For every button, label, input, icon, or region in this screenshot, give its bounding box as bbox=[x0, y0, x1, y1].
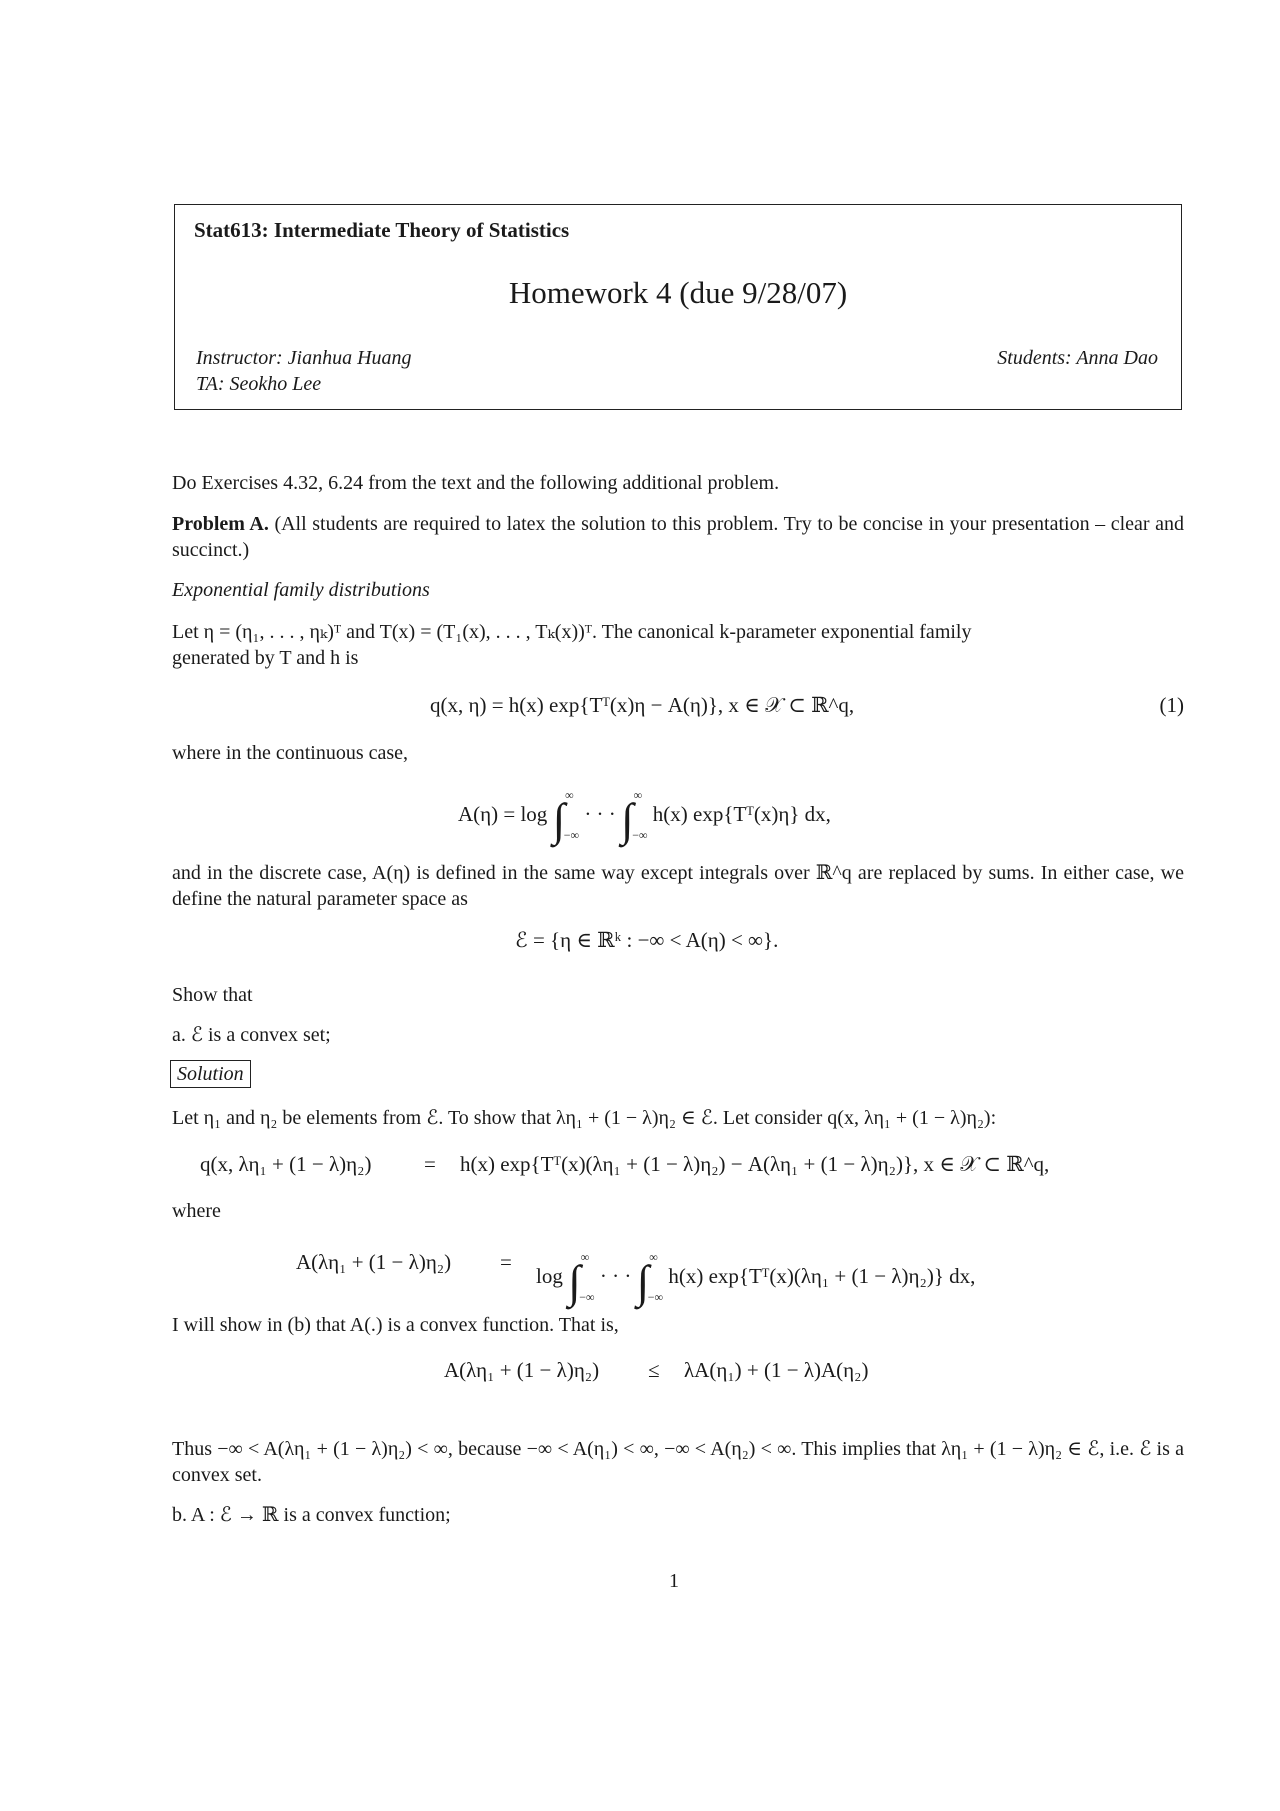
equation-A2-right: h(x) exp{Tᵀ(x)(λη₁ + (1 − λ)η₂)} dx, bbox=[668, 1264, 976, 1288]
course-title: Stat613: Intermediate Theory of Statistics bbox=[194, 218, 570, 242]
instructor-label: Instructor: Jianhua Huang bbox=[196, 347, 412, 369]
problem-text: (All students are required to latex the solution to this problem. Try to be concise in your presentation – clear and succinct.) bbox=[172, 513, 1185, 561]
equation-A2-log: log bbox=[536, 1264, 563, 1288]
solution-line: Let η₁ and η₂ be elements from ℰ. To show that λη₁ + (1 − λ)η₂ ∈ ℰ. Let consider q(x, λη₁ + (1 − λ)η₂): bbox=[172, 1107, 997, 1129]
intro-text: Do Exercises 4.32, 6.24 from the text and the following additional problem. bbox=[172, 472, 780, 494]
let-line-2: generated by T and h is bbox=[172, 647, 359, 669]
show-that: Show that bbox=[172, 984, 253, 1006]
section-title: Exponential family distributions bbox=[172, 579, 430, 601]
inequality-leq: ≤ bbox=[648, 1358, 660, 1382]
equation-1-number: (1) bbox=[1159, 693, 1184, 717]
equation-A2-left: A(λη₁ + (1 − λ)η₂) bbox=[296, 1250, 452, 1274]
integral-icon: ∫ bbox=[621, 794, 634, 845]
equation-q-equals: = bbox=[424, 1152, 436, 1176]
thus-paragraph: Thus −∞ < A(λη₁ + (1 − λ)η₂) < ∞, because −∞ < A(η₁) < ∞, −∞ < A(η₂) < ∞. This implies that λη₁ + (1 − λ)η₂ ∈ ℰ, i.e. ℰ is a convex set. bbox=[172, 1438, 1184, 1486]
where-label: where bbox=[172, 1200, 221, 1222]
continuous-case-text: where in the continuous case, bbox=[172, 742, 409, 764]
page-number: 1 bbox=[669, 1570, 679, 1592]
part-b: b. A : ℰ → ℝ is a convex function; bbox=[172, 1504, 451, 1526]
ta-label: TA: Seokho Lee bbox=[196, 373, 322, 395]
integral-icon: ∫ bbox=[568, 1256, 581, 1307]
equation-E: ℰ = {η ∈ ℝᵏ : −∞ < A(η) < ∞}. bbox=[515, 928, 779, 952]
integral-icon: ∫ bbox=[636, 1256, 650, 1307]
equation-A2-equals: = bbox=[500, 1250, 512, 1274]
equation-q-left: q(x, λη₁ + (1 − λ)η₂) bbox=[200, 1152, 372, 1176]
equation-A-right: h(x) exp{Tᵀ(x)η} dx, bbox=[652, 802, 831, 826]
inequality-left: A(λη₁ + (1 − λ)η₂) bbox=[444, 1358, 600, 1382]
dots: · · · bbox=[599, 1264, 637, 1288]
convex-intro: I will show in (b) that A(.) is a convex function. That is, bbox=[172, 1314, 619, 1336]
part-a: a. ℰ is a convex set; bbox=[172, 1024, 331, 1046]
let-line-1: Let η = (η₁, . . . , ηₖ)ᵀ and T(x) = (T₁(x), . . . , Tₖ(x))ᵀ. The canonical k-parameter exponential family bbox=[172, 621, 972, 643]
problem-label: Problem A. bbox=[172, 513, 269, 535]
homework-title: Homework 4 (due 9/28/07) bbox=[508, 275, 848, 310]
discrete-case-text: and in the discrete case, A(η) is defined in the same way except integrals over ℝ^q are replaced by sums. In either case, we define the natural parameter space as bbox=[172, 862, 1184, 910]
dots: · · · bbox=[584, 802, 622, 826]
solution-label: Solution bbox=[170, 1060, 251, 1088]
inequality-right: λA(η₁) + (1 − λ)A(η₂) bbox=[684, 1358, 869, 1382]
equation-q-right: h(x) exp{Tᵀ(x)(λη₁ + (1 − λ)η₂) − A(λη₁ + (1 − λ)η₂)}, x ∈ 𝒳 ⊂ ℝ^q, bbox=[460, 1152, 1050, 1176]
students-label: Students: Anna Dao bbox=[997, 347, 1158, 369]
problem-paragraph bbox=[172, 511, 1184, 563]
equation-1: q(x, η) = h(x) exp{Tᵀ(x)η − A(η)}, x ∈ 𝒳 ⊂ ℝ^q, bbox=[430, 693, 855, 717]
equation-A-left: A(η) = log bbox=[458, 802, 548, 826]
equation-A: $A(\eta) = \log \int^\infty_{-\infty}$ · · · $\int^\infty_{-\infty}$ h(x) exp{Tᵀ(x)η} dx, bbox=[458, 788, 831, 845]
integral-icon: ∫ bbox=[552, 794, 566, 845]
equation-A2-rhs: $\log \int^\infty_{-\infty}$ · · · $\int^\infty_{-\infty}$ h(x) exp{Tᵀ(x)(λη₁ + (1 − λ)η₂)} dx, bbox=[536, 1250, 976, 1307]
